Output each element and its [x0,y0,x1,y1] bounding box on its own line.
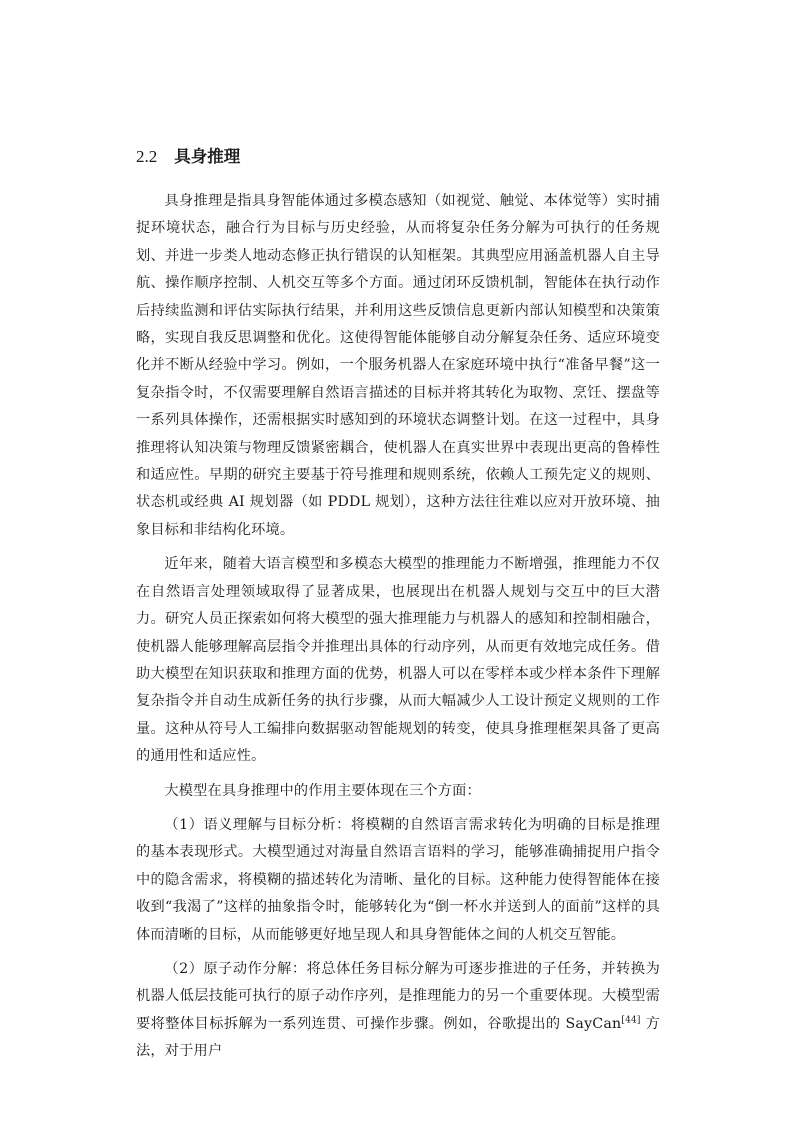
section-number: 2.2 [136,147,158,166]
paragraph-three-aspects: 大模型在具身推理中的作用主要体现在三个方面： [164,782,481,799]
section-title: 具身推理 [174,147,241,166]
paragraph-text: 方法，对于用户 [136,1015,660,1060]
section-heading [136,143,660,169]
paragraph-intro: 具身推理是指具身智能体通过多模态感知（如视觉、触觉、本体觉等）实时捕捉环境状态，融合行为目标与历史经验，从而将复杂任务分解为可执行的任务规划、并进一步类人地动态修正执行错误的认知框架。其典型应用涵盖机器人自主导航、操作顺序控制、人机交互等多个方面。通过闭环反馈机制，智能体在执行动作后持续监测和评估实际执行结果，并利用这些反馈信息更新内部认知模型和决策策略，实现自我反思调整和优化。这使得智能体能够自动分解复杂任务、适应环境变化并不断从经验中学习。例如，一个服务机器人在家庭环境中执行“准备早餐”这一复杂指令时，不仅需要理解自然语言描述的目标并将其转化为取物、烹饪、摆盘等一系列具体操作，还需根据实时感知到的环境状态调整计划。在这一过程中，具身推理将认知决策与物理反馈紧密耦合，使机器人在真实世界中表现出更高的鲁棒性和适应性。早期的研究主要基于符号推理和规则系统，依赖人工预先定义的规则、状态机或经典 AI 规划器（如 PDDL 规划），这种方法往往难以应对开放环境、抽象目标和非结构化环境。 [136,193,660,538]
paragraph-recent-advances: 近年来，随着大语言模型和多模态大模型的推理能力不断增强，推理能力不仅在自然语言处理领域取得了显著成果，也展现出在机器人规划与交互中的巨大潜力。研究人员正探索如何将大模型的强大推理能力与机器人的感知和控制相融合，使机器人能够理解高层指令并推理出具体的行动序列，从而更有效地完成任务。借助大模型在知识获取和推理方面的优势，机器人可以在零样本或少样本条件下理解复杂指令并自动生成新任务的执行步骤，从而大幅减少人工设计预定义规则的工作量。这种从符号人工编排向数据驱动智能规划的转变，使具身推理框架具备了更高的通用性和适应性。 [136,556,660,765]
paragraph-text: （2）原子动作分解：将总体任务目标分解为可逐步推进的子任务，并转换为机器人低层技能可执行的原子动作序列，是推理能力的另一个重要体现。大模型需要将整体目标拆解为一系列连贯、可操作步骤。例如，谷歌提出的 SayCan [136,960,660,1032]
citation-reference[interactable]: [44] [621,1015,641,1026]
page-body [136,143,660,1073]
paragraph-atomic-actions [136,956,660,1066]
paragraph-semantic-understanding: （1）语义理解与目标分析：将模糊的自然语言需求转化为明确的目标是推理的基本表现形式。大模型通过对海量自然语言语料的学习，能够准确捕捉用户指令中的隐含需求，将模糊的描述转化为清晰、量化的目标。这种能力使得智能体在接收到“我渴了”这样的抽象指令时，能够转化为“倒一杯水并送到人的面前”这样的具体而清晰的目标，从而能够更好地呈现人和具身智能体之间的人机交互智能。 [136,816,660,943]
